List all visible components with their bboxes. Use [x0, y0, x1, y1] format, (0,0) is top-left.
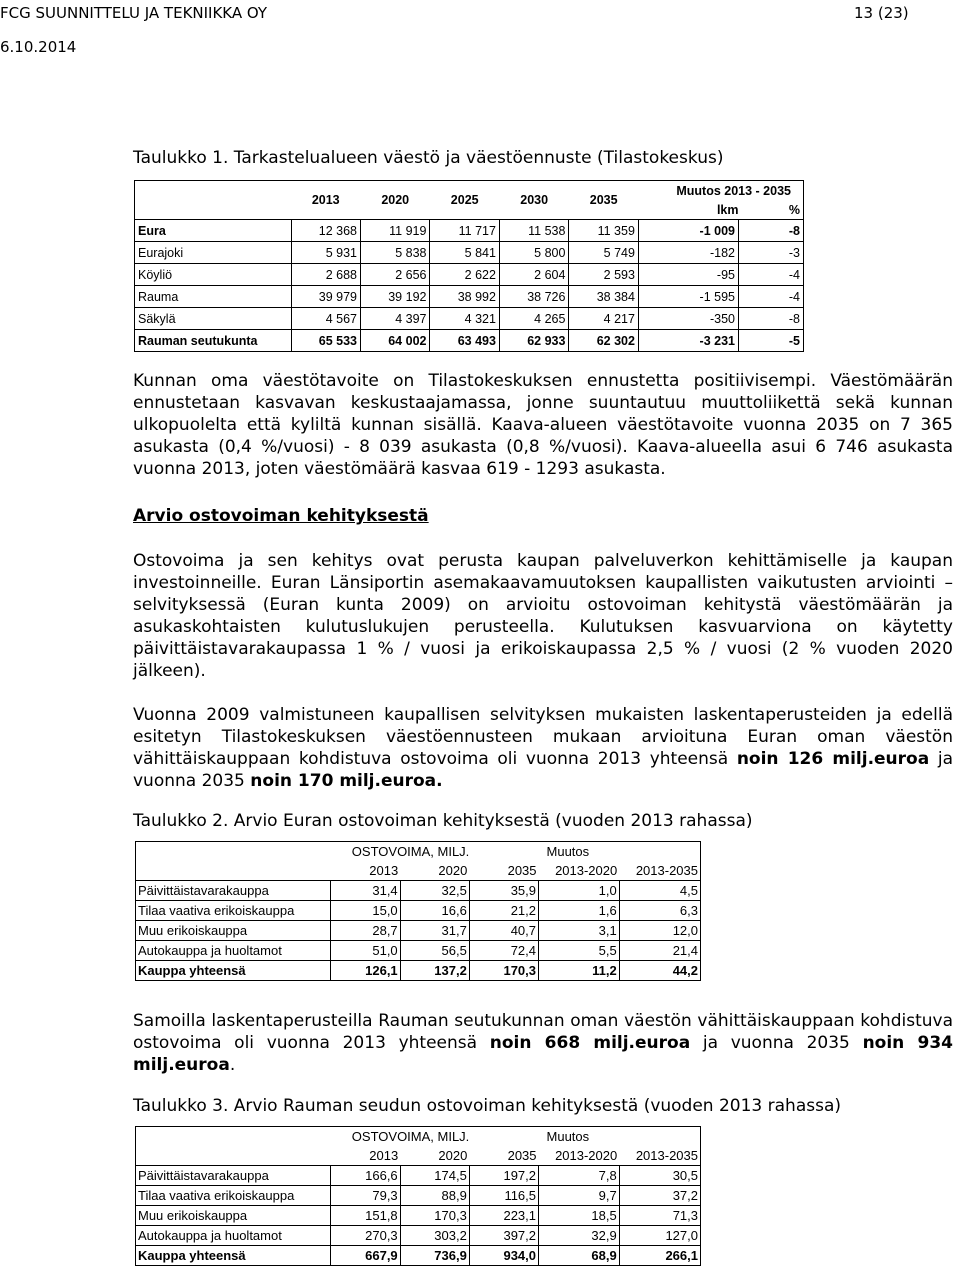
table1-cell: 62 302	[569, 330, 638, 352]
table1-cell: 11 919	[360, 220, 429, 242]
table1-cell: 38 384	[569, 286, 638, 308]
table1-cell: 5 838	[360, 242, 429, 264]
table2-col-header: 2035	[507, 863, 537, 878]
table3-category: Päivittäistavarakauppa	[136, 1166, 331, 1186]
table2-cell: 32,5	[400, 881, 469, 901]
table-row	[136, 1186, 701, 1206]
table1-cell: 5 800	[499, 242, 568, 264]
table2-cell: 5,5	[539, 941, 620, 961]
table1-cell: 65 533	[291, 330, 360, 352]
table2-cell: 6,3	[619, 901, 700, 921]
population-paragraph: Kunnan oma väestötavoite on Tilastokeskuksen ennustetta positiivisempi. Väestömäärän ennustetaan kasvavan keskustaajamassa, jonne suuntautuu muuttoliikettä sekä kunnan ulkopuolelta että kyliltä kunnan sisällä. Kaava-alueen väestötavoite vuonna 2035 on 7 365 asukasta (0,4 %/vuosi) - 8 039 asukasta (0,8 %/vuosi). Kaava-alueella asui 6 746 asukasta vuonna 2013, joten väestömäärä kasvaa 619 - 1293 asukasta.	[133, 371, 953, 479]
table1-cell: 4 567	[291, 308, 360, 330]
page-header	[0, 4, 267, 72]
table2-cell: 12,0	[619, 921, 700, 941]
table1-year-header: 2013	[291, 181, 360, 220]
table2-cell: 44,2	[619, 961, 700, 981]
table3-cell: 32,9	[539, 1226, 620, 1246]
table3-cell: 934,0	[469, 1246, 538, 1266]
para3-bold1: noin 126 milj.euroa	[736, 749, 930, 769]
table3-euro-sign	[469, 1127, 538, 1147]
table1-municipality: Köyliö	[135, 264, 292, 286]
table1-lkm-header: lkm	[716, 202, 739, 217]
para4-text2: ja vuonna 2035	[690, 1033, 863, 1053]
table2-col-header: 2013	[369, 863, 399, 878]
table-row	[135, 264, 804, 286]
table-row	[136, 961, 701, 981]
table2-category: Päivittäistavarakauppa	[136, 881, 331, 901]
table1-cell: 2 656	[360, 264, 429, 286]
table2-col-header: 2020	[438, 863, 468, 878]
table2-cell: 56,5	[400, 941, 469, 961]
table2-cell: 4,5	[619, 881, 700, 901]
table-row	[136, 941, 701, 961]
table3-cell: 9,7	[539, 1186, 620, 1206]
table3-subheader-row	[136, 1146, 701, 1166]
table1-cell: 4 397	[360, 308, 429, 330]
table2-col-header: 2013-2020	[555, 863, 618, 878]
table2-cell: 1,0	[539, 881, 620, 901]
table3-category: Muu erikoiskauppa	[136, 1206, 331, 1226]
table-row	[135, 242, 804, 264]
table1-cell: 62 933	[499, 330, 568, 352]
table2-cell: 40,7	[469, 921, 538, 941]
table-row	[135, 308, 804, 330]
document-date: 6.10.2014	[0, 38, 77, 56]
table1-change-header: Muutos 2013 - 2035	[638, 181, 803, 201]
table2-cell: 31,7	[400, 921, 469, 941]
eura-estimate-paragraph	[133, 704, 953, 792]
table-row	[136, 1206, 701, 1226]
table3-cell: 170,3	[400, 1206, 469, 1226]
table2-corner	[136, 842, 331, 862]
table1-pct-cell: -4	[739, 286, 804, 308]
para3-text2: ja vuonna 2035	[133, 749, 954, 791]
table1-cell: 38 992	[430, 286, 499, 308]
table1-pct-cell: -5	[739, 330, 804, 352]
table2-muutos-header: Muutos	[539, 842, 620, 862]
table1-cell: 4 265	[499, 308, 568, 330]
table1-pct-cell: -4	[739, 264, 804, 286]
table3-ostovoima-header: OSTOVOIMA, MILJ.	[330, 1127, 469, 1147]
table1-year-header: 2020	[360, 181, 429, 220]
table3-col-header: 2020	[438, 1148, 468, 1163]
para4-text3: .	[229, 1055, 236, 1075]
table1-cell: 12 368	[291, 220, 360, 242]
table3-header-row	[136, 1127, 701, 1147]
table1-corner	[135, 181, 292, 201]
table1-municipality: Rauma	[135, 286, 292, 308]
table1-lkm-cell: -350	[638, 308, 738, 330]
table1-year-header: 2025	[430, 181, 499, 220]
table1-caption: Taulukko 1. Tarkastelualueen väestö ja väestöennuste (Tilastokeskus)	[133, 148, 724, 168]
table2-cell: 3,1	[539, 921, 620, 941]
table1-lkm-cell: -1 009	[638, 220, 738, 242]
table1-pct-cell: -8	[739, 308, 804, 330]
table2-header-blank	[619, 842, 700, 862]
purchasing-power-paragraph: Ostovoima ja sen kehitys ovat perusta kaupan palveluverkon kehittämiselle ja kaupan investoinneille. Euran Länsiportin asemakaavamuutoksen kaupallisten vaikutusten arviointi – selvityksessä (Euran kunta 2009) on arvioitu ostovoiman kehitystä väestömäärän ja asukaskohtaisten kulutuslukujen perusteella. Kulutuksen kasvuarviona on käytetty päivittäistavarakaupassa 1 % / vuosi ja erikoiskaupassa 2,5 % / vuosi (2 % vuoden 2020 jälkeen).	[133, 551, 953, 681]
table-row	[136, 1246, 701, 1266]
table1-cell: 39 192	[360, 286, 429, 308]
table1-lkm-cell: -95	[638, 264, 738, 286]
table-row	[136, 1226, 701, 1246]
table1-cell: 11 717	[430, 220, 499, 242]
table1-cell: 64 002	[360, 330, 429, 352]
table3-cell: 127,0	[619, 1226, 700, 1246]
table3-cell: 79,3	[330, 1186, 400, 1206]
table3-cell: 197,2	[469, 1166, 538, 1186]
table2-caption: Taulukko 2. Arvio Euran ostovoiman kehityksestä (vuoden 2013 rahassa)	[133, 811, 753, 831]
table2-category: Kauppa yhteensä	[136, 961, 331, 981]
table2-category: Muu erikoiskauppa	[136, 921, 331, 941]
table1-lkm-cell: -3 231	[638, 330, 738, 352]
table2-cell: 1,6	[539, 901, 620, 921]
table1-cell: 2 688	[291, 264, 360, 286]
table3-col-header: 2035	[507, 1148, 537, 1163]
table2-cell: 21,4	[619, 941, 700, 961]
table2-cell: 170,3	[469, 961, 538, 981]
para4-bold1: noin 668 milj.euroa	[489, 1033, 691, 1053]
table-row	[136, 1166, 701, 1186]
table-row	[136, 921, 701, 941]
table3-cell: 266,1	[619, 1246, 700, 1266]
rauma-purchasing-power-table	[135, 1126, 701, 1266]
table3-cell: 88,9	[400, 1186, 469, 1206]
table3-cell: 71,3	[619, 1206, 700, 1226]
table1-cell: 4 217	[569, 308, 638, 330]
table1-year-header: 2030	[499, 181, 568, 220]
table3-cell: 303,2	[400, 1226, 469, 1246]
table3-col-header: 2013	[369, 1148, 399, 1163]
table2-euro-sign	[469, 842, 538, 862]
table3-cell: 736,9	[400, 1246, 469, 1266]
table1-cell: 5 841	[430, 242, 499, 264]
table2-corner-2	[136, 861, 331, 881]
para3-bold2: noin 170 milj.euroa.	[250, 771, 443, 791]
table3-cell: 667,9	[330, 1246, 400, 1266]
table3-cell: 37,2	[619, 1186, 700, 1206]
table1-cell: 63 493	[430, 330, 499, 352]
para3-text1: Vuonna 2009 valmistuneen kaupallisen selvityksen mukaisten laskentaperusteiden ja edellä esitetyn Tilastokeskuksen väestöennusteen mukaan arvioituna Euran oman väestön vähittäiskauppaan kohdistuva ostovoima oli vuonna 2013 yhteensä	[133, 705, 953, 769]
table3-category: Kauppa yhteensä	[136, 1246, 331, 1266]
table2-cell: 35,9	[469, 881, 538, 901]
table2-cell: 51,0	[330, 941, 400, 961]
table1-corner-2	[135, 200, 292, 220]
table1-pct-header: %	[739, 200, 804, 220]
table3-col-header: 2013-2035	[619, 1146, 700, 1166]
population-table	[134, 180, 804, 352]
company-name: FCG SUUNNITTELU JA TEKNIIKKA OY	[0, 4, 268, 22]
eura-purchasing-power-table	[135, 841, 701, 981]
table3-corner-2	[136, 1146, 331, 1166]
table3-cell: 151,8	[330, 1206, 400, 1226]
table2-header-row	[136, 842, 701, 862]
table1-pct-cell: -3	[739, 242, 804, 264]
table2-col-header: 2013-2035	[619, 861, 700, 881]
table2-category: Tilaa vaativa erikoiskauppa	[136, 901, 331, 921]
table1-cell: 39 979	[291, 286, 360, 308]
table-row	[135, 286, 804, 308]
table3-muutos-header: Muutos	[539, 1127, 620, 1147]
section-heading: Arvio ostovoiman kehityksestä	[133, 506, 429, 526]
table3-cell: 30,5	[619, 1166, 700, 1186]
table2-cell: 11,2	[539, 961, 620, 981]
table2-ostovoima-header: OSTOVOIMA, MILJ.	[330, 842, 469, 862]
para4-text1: Samoilla laskentaperusteilla Rauman seutukunnan oman väestön vähittäiskauppaan kohdistuva ostovoima oli vuonna 2013 yhteensä	[133, 1011, 953, 1053]
page-number: 13 (23)	[854, 4, 909, 22]
table3-corner	[136, 1127, 331, 1147]
table3-category: Tilaa vaativa erikoiskauppa	[136, 1186, 331, 1206]
table-row	[135, 330, 804, 352]
table1-cell: 2 622	[430, 264, 499, 286]
para4-bold2: noin 934 milj.euroa	[133, 1033, 953, 1075]
table3-cell: 166,6	[330, 1166, 400, 1186]
table2-category: Autokauppa ja huoltamot	[136, 941, 331, 961]
table2-subheader-row	[136, 861, 701, 881]
table3-cell: 223,1	[469, 1206, 538, 1226]
table1-cell: 2 593	[569, 264, 638, 286]
table1-cell: 11 538	[499, 220, 568, 242]
table1-cell: 4 321	[430, 308, 499, 330]
table1-lkm-cell: -182	[638, 242, 738, 264]
table3-cell: 270,3	[330, 1226, 400, 1246]
table3-cell: 397,2	[469, 1226, 538, 1246]
table1-header-row	[135, 181, 804, 201]
table1-municipality: Säkylä	[135, 308, 292, 330]
table2-cell: 72,4	[469, 941, 538, 961]
table3-cell: 18,5	[539, 1206, 620, 1226]
table-row	[135, 220, 804, 242]
table-row	[136, 901, 701, 921]
table1-pct-cell: -8	[739, 220, 804, 242]
table2-cell: 28,7	[330, 921, 400, 941]
table2-cell: 21,2	[469, 901, 538, 921]
table2-cell: 126,1	[330, 961, 400, 981]
table3-cell: 116,5	[469, 1186, 538, 1206]
table2-cell: 137,2	[400, 961, 469, 981]
table1-municipality: Rauman seutukunta	[135, 330, 292, 352]
table2-cell: 16,6	[400, 901, 469, 921]
table-row	[136, 881, 701, 901]
table3-cell: 174,5	[400, 1166, 469, 1186]
table1-year-header: 2035	[569, 181, 638, 220]
table3-header-blank	[619, 1127, 700, 1147]
table1-cell: 11 359	[569, 220, 638, 242]
table2-cell: 15,0	[330, 901, 400, 921]
table1-cell: 38 726	[499, 286, 568, 308]
table1-municipality: Eurajoki	[135, 242, 292, 264]
table3-col-header: 2013-2020	[555, 1148, 618, 1163]
table3-cell: 7,8	[539, 1166, 620, 1186]
table3-cell: 68,9	[539, 1246, 620, 1266]
table1-cell: 2 604	[499, 264, 568, 286]
table3-caption: Taulukko 3. Arvio Rauman seudun ostovoiman kehityksestä (vuoden 2013 rahassa)	[133, 1096, 842, 1116]
table3-category: Autokauppa ja huoltamot	[136, 1226, 331, 1246]
table1-municipality: Eura	[135, 220, 292, 242]
rauma-estimate-paragraph	[133, 1010, 953, 1076]
table1-lkm-cell: -1 595	[638, 286, 738, 308]
table1-cell: 5 749	[569, 242, 638, 264]
table2-cell: 31,4	[330, 881, 400, 901]
table1-cell: 5 931	[291, 242, 360, 264]
